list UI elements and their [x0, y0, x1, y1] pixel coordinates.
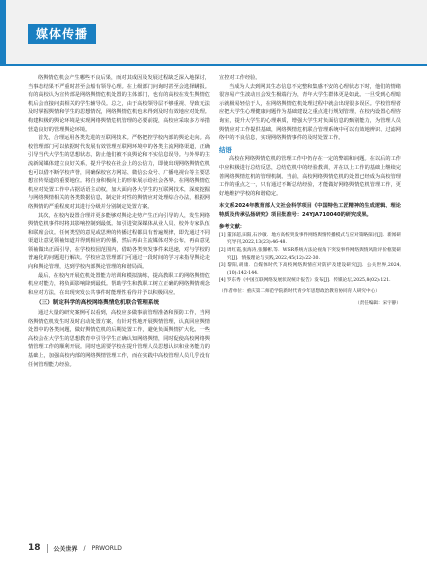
paragraph: 高校在网络舆情危机的管理工作中仍存在一定的弊端和问题。在以后的工作中应积极进行总结反思，总结危机中的经验教训，并在以上工作的基础上继续完善网络舆情危机的管理机制。当前，高校网络舆情危机的处置已经成为高校管理工作的重点之一，只有通过不断总结经验，才能做好网络舆情危机管理工作，更好地维护学校的和谐稳定。 [219, 156, 401, 197]
paragraph: 首先，合理运用各类先进的互联网技术。严格把控学校内部的舆论走向。高校管理部门可以依据时代发展有效管理互联网环境中的各类主流网络渠道，正确引导当代大学生的思想状态，防止他们被不良舆论和不实信息误导。与外界的主流新闻媒体建立良好关系，提升学校在社会上的公信力，即使出现网络舆情危机也可以借不断学校声誉，同确保校官方网站、微信公众号、广播电视台等主要思想宣传渠道的重要地位。将自身积极向上的形象展示给社会各界。在网络舆情危机应对处置工作中占据话语主动权，加大面向各大学生的互联网技术，深度挖掘与网络舆情相关的各类数据信息，制定针对性的舆情应对处理综合办法，根据网络舆情的严重程度对其进行分级并分别制定处置方案。 [28, 135, 210, 210]
author-affiliation: （作者单位：重庆第二师范学院新时代青少年思想政治教育协同育人研究中心） [219, 288, 380, 294]
paragraph: 其次，在校内设置合理并更多能够对舆论走势产生正向引导的人，发生网络舆情危机事件时将其影响控制到最低。如引进资深媒体从业人员、校外专家队伍和联席会议。任何类型的意见或思辨的传播过程都具有普遍规律，即先通过不同渠道让意见领袖知道并得到相应的传播，然后再由主流媒体对外公布，再由意见领袖做出正面引导，在学校校园范围内，借助各类突发事件来迅速，对与学校的普遍化的问题进行解决。学校应急管理部门可通过一段时间的学习来指导舆论走向和舆论管理，达到学校内部舆论管理的和谐局面。 [28, 212, 210, 271]
footer-divider [47, 544, 48, 553]
references-list [219, 232, 401, 285]
header-rule [0, 64, 427, 66]
conclusion-heading: 结语 [219, 145, 232, 154]
reference-item: [2] 周红霞,张海涛,张馨彬,等．WSR系统方法论视角下突发事件网络舆情风险评价框架研究[J]．情报理论与实践,2022,45(12):22-30. [219, 247, 401, 261]
page-footer [28, 543, 122, 553]
reference-item: [4] 罗东秀《中国互联网络发展状况统计报告》发布[J]．传媒论坛,2025,8(02):121. [219, 278, 391, 284]
funding-note: 本文系2024年教育部人文社会科学项目《中国特色工匠精神的生成逻辑、理论特质及传承弘扬研究》项目批准号：24YJA710040的研究成果。 [219, 203, 401, 218]
reference-item: [1] 董泽超,田阳,石沙敏．地方高校突发事件网络舆情传播模式与应对策略探讨[J]．新闻研究导刊,2022,13(23):46-48. [219, 232, 401, 246]
editor-note: （责任编辑：宋宇静） [355, 301, 401, 307]
left-column [28, 74, 210, 369]
section-heading: （三）制定科学的高校网络舆情危机联合管理系统 [36, 300, 160, 307]
reference-item: [3] 黎阳,胡康．自媒体时代下高校网络舆情应对防护及建设研究[J]．公关世界,2024,(10):142-144. [219, 263, 401, 276]
publication-name: 公关世界 [53, 545, 78, 553]
references-title: 参考文献： [219, 224, 245, 231]
publication-site: PRWORLD [91, 544, 122, 552]
footer-slash: / [83, 544, 86, 552]
paragraph: 通过大量的研究案例可以看到，高校应多做事前管理准备和预防工作，当网络舆情危机发生时及时启动处置方案，有针对性地开展舆情管理，认真回应舆情处置中的各类问题，做好舆情危机的后期处置工作，避免负面舆情扩大化。一些高校会在大学生的思想教育中引导学生正确认知网络舆情，同时促使高校网络舆情管理工作的顺利开展。同时也需要学校在提升管理人员思想认识和业务能力的基础上，加强高校内部的网络舆情管理工作，而在实践中高校管理人员几乎没有任何管理能力经验。 [28, 310, 210, 368]
header-stripe [0, 0, 6, 66]
section-tag: 媒体传播 [28, 24, 96, 44]
paragraph: 当成为人去到网其生态信息不完整和集感不安的心理状态下时，他们的情绪很容易产生波动且会发生极端行为，青年大学生群体更是如此。一旦受到心理暗示就极易轻信于人，在网络舆情危机处理过程中就会出现很多误区。学校管理者应把大学生心理健康问题作为基础建设之重点进行规划管理，在校内设置心理咨询室，提升大学生的心理素质，增强大学生对负面信息的甄别能力，为管理人员舆情应对工作提供基础，网络舆情危机联合管理系统中可以有效地辨识、过滤网络中的不良信息，实现网络舆情事件的及时处置工作。 [219, 83, 401, 142]
page-number: 18 [28, 543, 41, 553]
right-column [219, 74, 401, 309]
paragraph: 络舆情危机会产生哪些不良后果，而对其成因及发展过程缺乏深入地探讨，当事态结果不严重时甚至会船有领导心理。在上级部门问询时甚至会选择瞒报。有的高校认为宣传部是网络舆情危机处置的主体部门，也有的高校在发生舆情危机后会直接问责相关的学生辅导员。总之，由于高校领导层不够重视、导致无法及时掌握舆情和学生的思想情况，网络舆情危机也未得到及时有效地应对处理。构建积极的舆论环境是实现网络舆情危机管理的必要前提，高校应采取多方举措营造良好的管理舆论环境。 [28, 75, 210, 133]
paragraph: 最后，在校内开展危机处置能力培训和模拟演练，提高教职工的网络舆情危机应对能力，将负面影响降到最低。帮助学生和教职工树立正确的网络舆情观念和应对方法，在出现突发公共事件时能理性看待并予以积极回应。 [28, 272, 210, 296]
paragraph: 宣控对工作经验。 [219, 75, 261, 81]
page-header [0, 0, 427, 66]
